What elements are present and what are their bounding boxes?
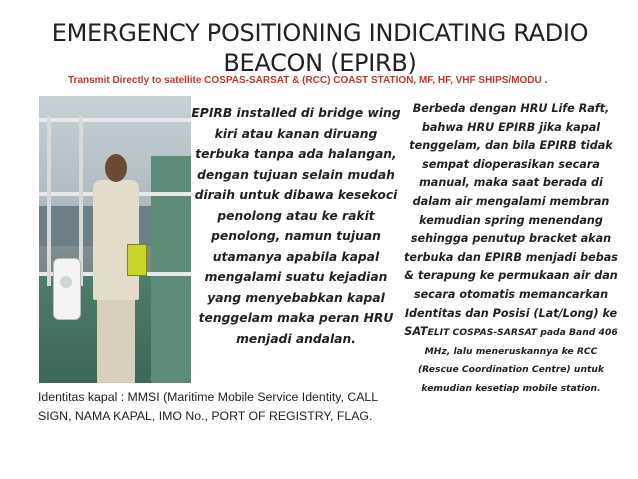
subtitle-period: . <box>544 75 548 86</box>
slide-title: EMERGENCY POSITIONING INDICATING RADIO BEACON (EPIRB) <box>51 19 589 77</box>
crew-with-epirb-photo <box>39 96 191 383</box>
installation-description: EPIRB installed di bridge wing kiri atau kanan diruang terbuka tanpa ada halangan, dengan tujuan selain mudah diraih untuk dibawa kesekoci penolong atau ke rakit penolong, namun tujuan utamanya apabila kapal mengalami suatu kejadian yang menyebabkan kapal tenggelam maka peran HRU menjadi andalan. <box>191 106 401 346</box>
subtitle-text: Transmit Directly to satellite COSPAS-SARSAT & (RCC) COAST STATION, MF, HF, VHF SHIPS/MODU <box>68 75 542 86</box>
slide-subtitle <box>68 75 628 86</box>
hru-description-tail: ELIT COSPAS-SARSAT pada Band 406 MHz, lalu meneruskannya ke RCC (Rescue Coordination Centre) untuk kemudian kesetiap mobile station. <box>417 327 618 394</box>
hru-bracket-icon <box>53 258 81 320</box>
epirb-device-icon <box>127 244 147 276</box>
vessel-identity-note: Identitas kapal : MMSI (Maritime Mobile Service Identity, CALL SIGN, NAMA KAPAL, IMO No., PORT OF REGISTRY, FLAG. <box>38 390 378 423</box>
hru-description <box>403 100 619 398</box>
hru-description-main: Berbeda dengan HRU Life Raft, bahwa HRU EPIRB jika kapal tenggelam, dan bila EPIRB tidak sempat dioperasikan secara manual, maka saat berada di dalam air mengalami membran kemudian spring menendang sehingga penutup bracket akan terbuka dan EPIRB menjadi bebas & terapung ke permukaan air dan secara otomatis memancarkan Identitas dan Posisi (Lat/Long) ke SAT <box>404 102 618 339</box>
